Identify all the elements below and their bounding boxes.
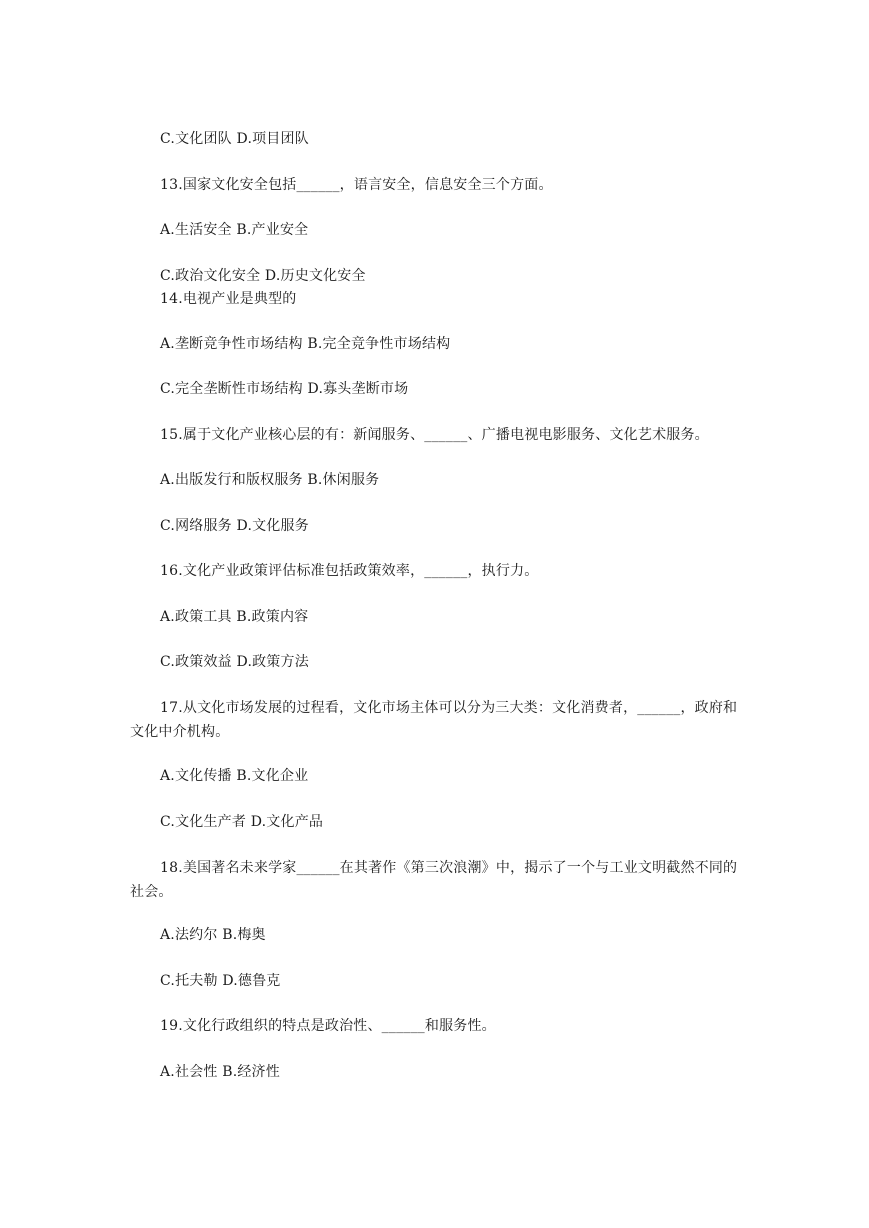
q13-options-ab: A.生活安全 B.产业安全 bbox=[160, 222, 309, 238]
q19-question: 19.文化行政组织的特点是政治性、______和服务性。 bbox=[160, 1018, 496, 1034]
q18-options-ab: A.法约尔 B.梅奥 bbox=[160, 927, 266, 943]
q13-options-cd: C.政治文化安全 D.历史文化安全 bbox=[160, 268, 366, 284]
q17-question: 17.从文化市场发展的过程看，文化市场主体可以分为三大类：文化消费者，______，政府和文化中介机构。 bbox=[130, 700, 738, 740]
q12-options-cd: C.文化团队 D.项目团队 bbox=[160, 131, 309, 147]
q18-options-cd: C.托夫勒 D.德鲁克 bbox=[160, 973, 281, 989]
q13-question: 13.国家文化安全包括______，语言安全，信息安全三个方面。 bbox=[160, 177, 553, 193]
q18-question: 18.美国著名未来学家______在其著作《第三次浪潮》中，揭示了一个与工业文明截然不同的社会。 bbox=[130, 860, 738, 900]
q14-question: 14.电视产业是典型的 bbox=[160, 291, 297, 307]
q14-options-ab: A.垄断竞争性市场结构 B.完全竞争性市场结构 bbox=[160, 336, 451, 352]
q15-options-ab: A.出版发行和版权服务 B.休闲服务 bbox=[160, 472, 380, 488]
q16-question: 16.文化产业政策评估标准包括政策效率，______，执行力。 bbox=[160, 563, 539, 579]
q19-options-ab: A.社会性 B.经济性 bbox=[160, 1064, 280, 1080]
q15-options-cd: C.网络服务 D.文化服务 bbox=[160, 518, 309, 534]
q16-options-ab: A.政策工具 B.政策内容 bbox=[160, 609, 309, 625]
q16-options-cd: C.政策效益 D.政策方法 bbox=[160, 654, 309, 670]
q17-options-cd: C.文化生产者 D.文化产品 bbox=[160, 814, 324, 830]
q14-options-cd: C.完全垄断性市场结构 D.寡头垄断市场 bbox=[160, 381, 409, 397]
q17-options-ab: A.文化传播 B.文化企业 bbox=[160, 768, 309, 784]
q15-question: 15.属于文化产业核心层的有：新闻服务、______、广播电视电影服务、文化艺术服务。 bbox=[160, 427, 709, 443]
